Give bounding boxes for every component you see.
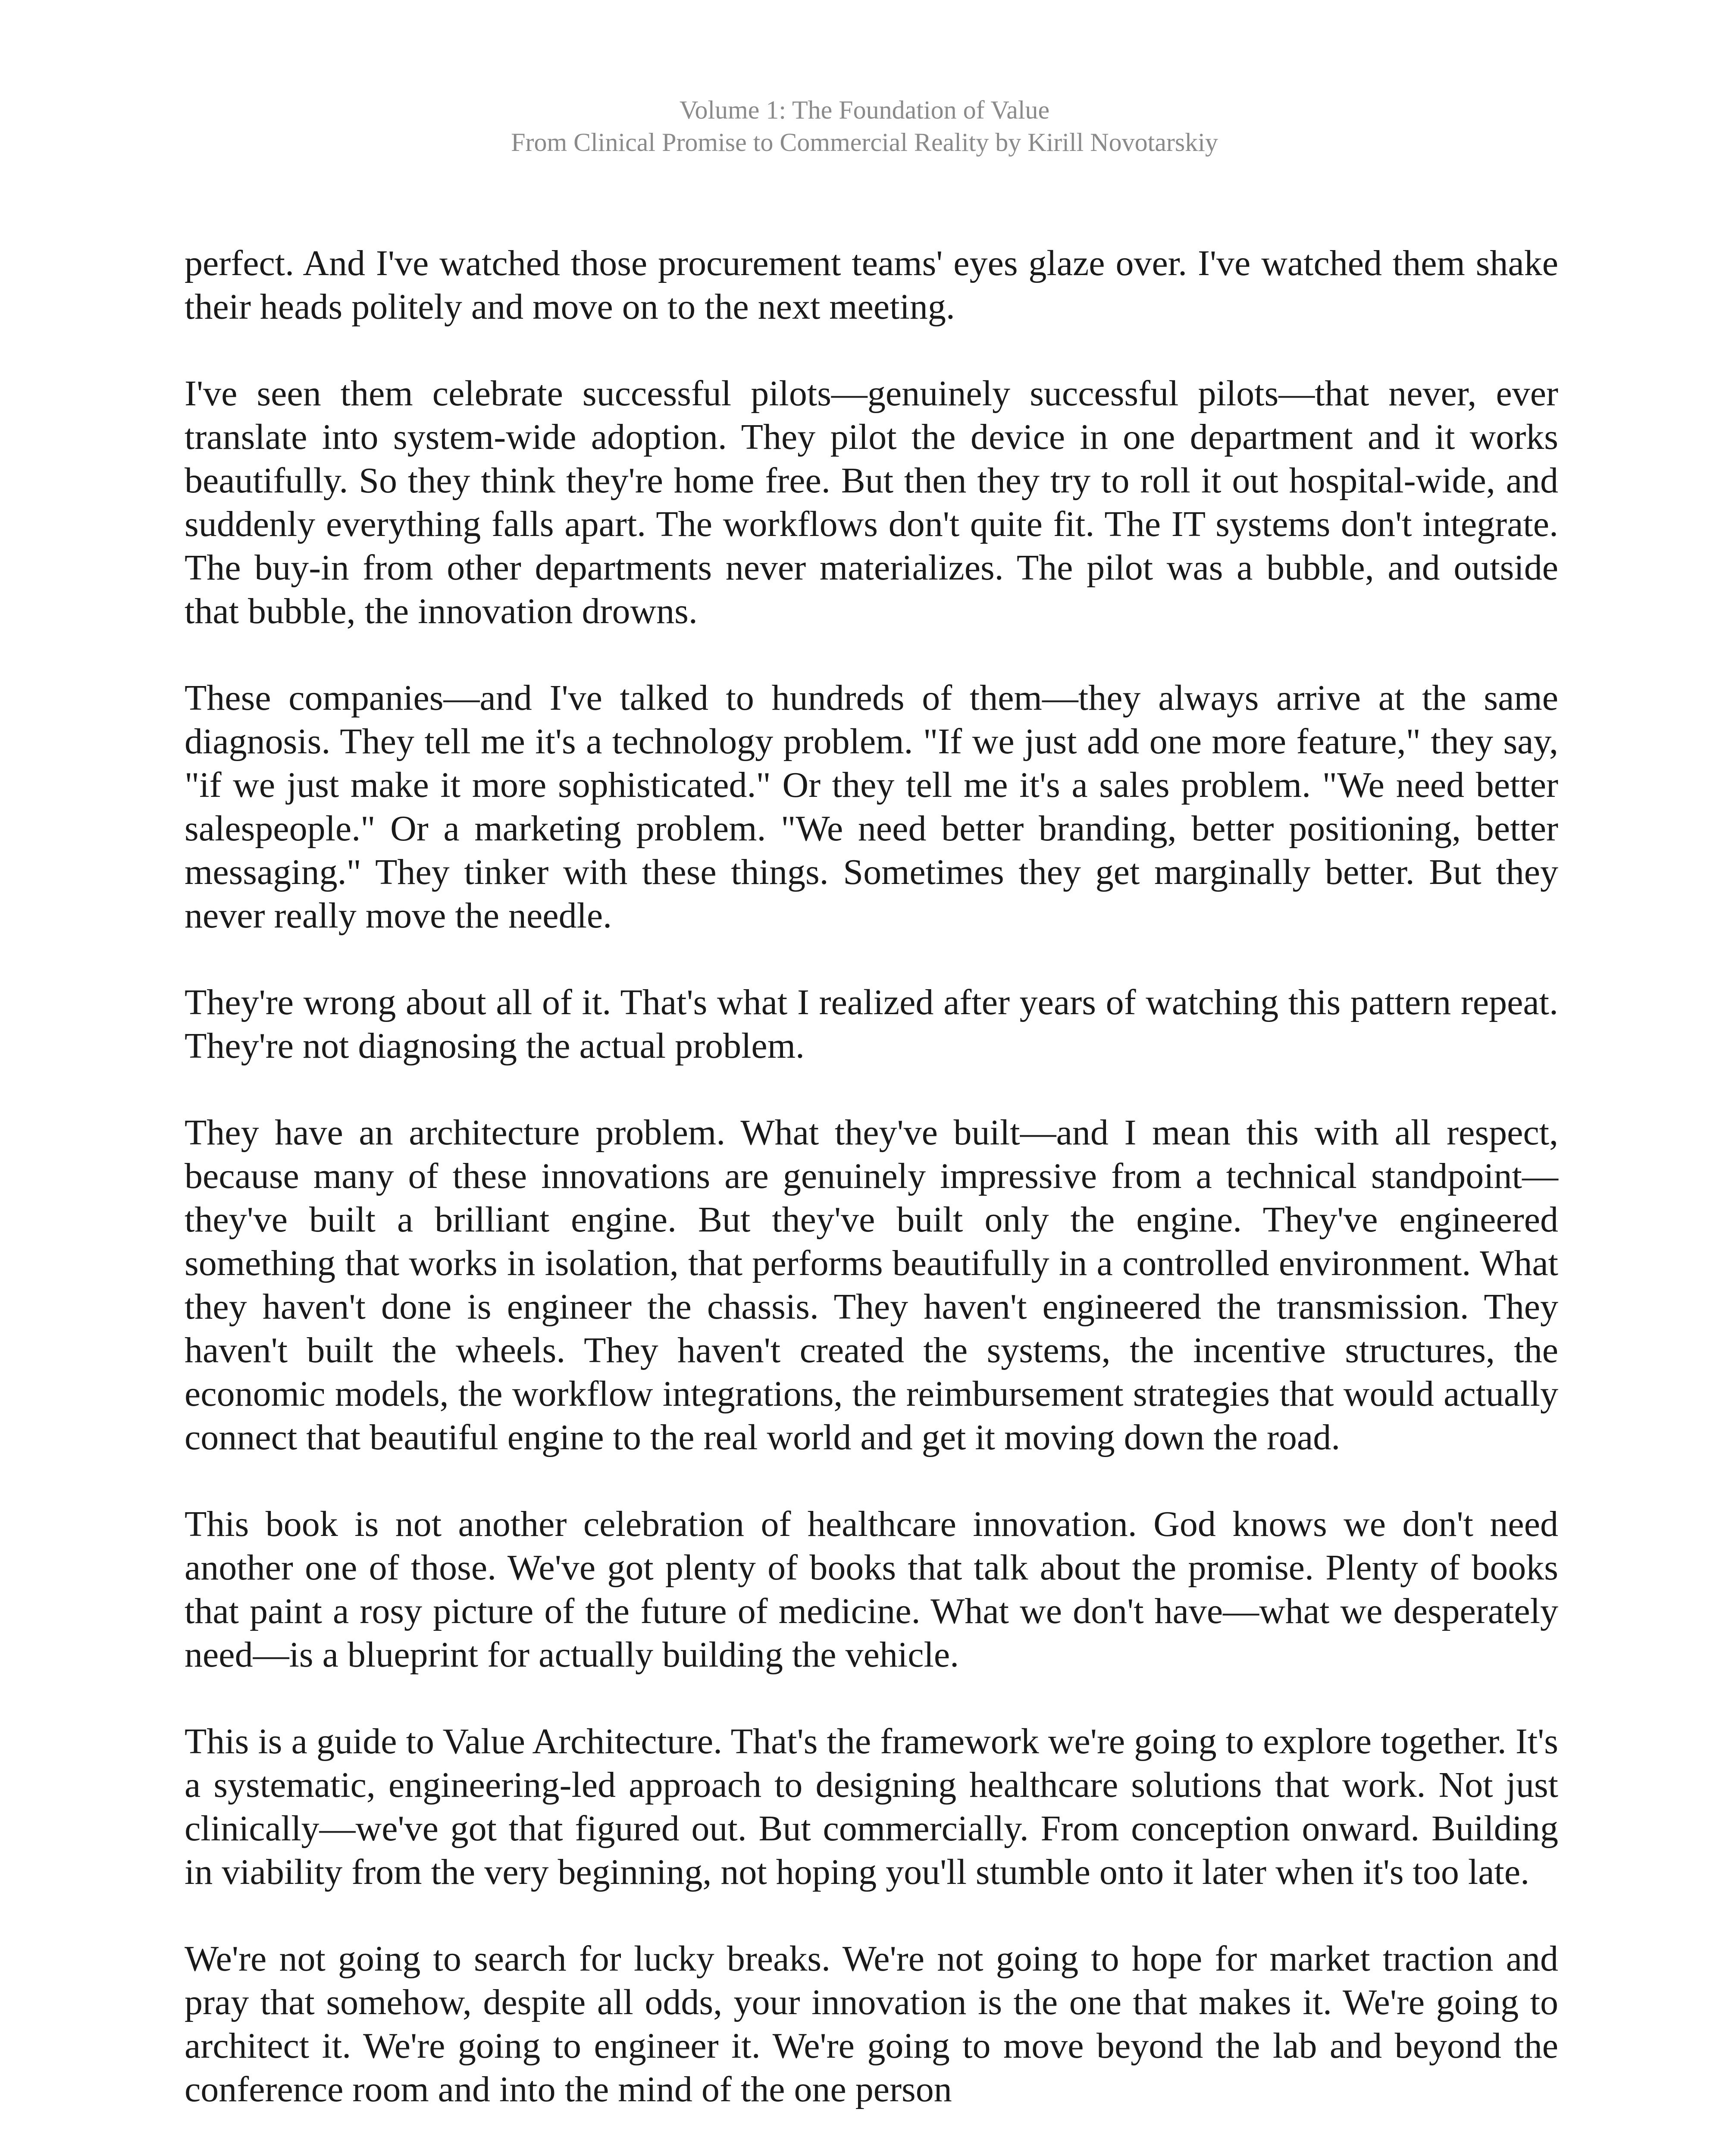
paragraph-3: These companies—and I've talked to hundreds of them—they always arrive at the same diagnosis. They tell me it's a technology problem. "If we just add one more feature," they say, "if we just make it more sophisticated." Or they tell me it's a sales problem. "We need better salespeople." Or a marketing problem. "We need better branding, better positioning, better messaging." They tinker with these things. Sometimes they get marginally better. But they never really move the needle. [185,678,1558,936]
paragraph-2: I've seen them celebrate successful pilots—genuinely successful pilots—that never, ever translate into system-wide adoption. They pilot the device in one department and it works beautifully. So they think they're home free. But then they try to roll it out hospital-wide, and suddenly everything falls apart. The workflows don't quite fit. The IT systems don't integrate. The buy-in from other departments never materializes. The pilot was a bubble, and outside that bubble, the innovation drowns. [185,373,1558,631]
running-header [0,94,1729,159]
paragraph-7: This is a guide to Value Architecture. That's the framework we're going to explore together. It's a systematic, engineering-led approach to designing healthcare solutions that work. Not just clinically—we've got that figured out. But commercially. From conception onward. Building in viability from the very beginning, not hoping you'll stumble onto it later when it's too late. [185,1721,1558,1892]
paragraph-5: They have an architecture problem. What they've built—and I mean this with all respect, because many of these innovations are genuinely impressive from a technical standpoint—they've built a brilliant engine. But they've built only the engine. They've engineered something that works in isolation, that performs beautifully in a controlled environment. What they haven't done is engineer the chassis. They haven't engineered the transmission. They haven't built the wheels. They haven't created the systems, the incentive structures, the economic models, the workflow integrations, the reimbursement strategies that would actually connect that beautiful engine to the real world and get it moving down the road. [185,1112,1558,1457]
header-volume-title: Volume 1: The Foundation of Value [679,96,1050,124]
paragraph-6: This book is not another celebration of healthcare innovation. God knows we don't need another one of those. We've got plenty of books that talk about the promise. Plenty of books that paint a rosy picture of the future of medicine. What we don't have—what we desperately need—is a blueprint for actually building the vehicle. [185,1504,1558,1675]
paragraph-4: They're wrong about all of it. That's what I realized after years of watching this pattern repeat. They're not diagnosing the actual problem. [185,982,1558,1066]
paragraph-1: perfect. And I've watched those procurement teams' eyes glaze over. I've watched them shake their heads politely and move on to the next meeting. [185,243,1558,327]
body-text [185,241,1558,2154]
paragraph-8: We're not going to search for lucky breaks. We're not going to hope for market traction and pray that somehow, despite all odds, your innovation is the one that makes it. We're going to architect it. We're going to engineer it. We're going to move beyond the lab and beyond the conference room and into the mind of the one person [185,1939,1558,2109]
header-book-subtitle: From Clinical Promise to Commercial Reality by Kirill Novotarskiy [511,128,1218,157]
